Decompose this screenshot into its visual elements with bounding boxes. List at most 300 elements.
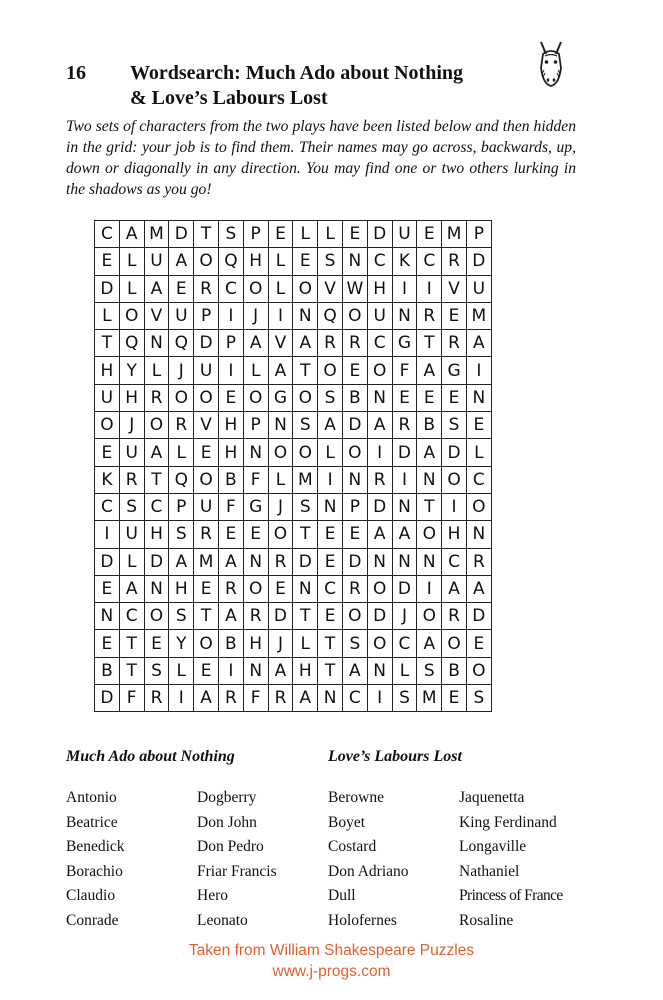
- grid-cell[interactable]: R: [218, 575, 243, 602]
- grid-cell[interactable]: I: [218, 657, 243, 684]
- grid-cell[interactable]: E: [442, 685, 467, 712]
- footer-link[interactable]: www.j-progs.com: [272, 963, 391, 980]
- grid-cell[interactable]: A: [342, 657, 367, 684]
- grid-cell[interactable]: J: [392, 603, 417, 630]
- grid-cell[interactable]: H: [95, 357, 120, 384]
- grid-cell[interactable]: B: [95, 657, 120, 684]
- grid-cell[interactable]: O: [268, 521, 293, 548]
- grid-cell[interactable]: N: [367, 384, 392, 411]
- grid-cell[interactable]: N: [144, 575, 169, 602]
- grid-cell[interactable]: H: [293, 657, 318, 684]
- grid-cell[interactable]: O: [417, 603, 442, 630]
- grid-cell[interactable]: N: [466, 384, 491, 411]
- grid-cell[interactable]: I: [417, 275, 442, 302]
- grid-cell[interactable]: I: [417, 575, 442, 602]
- much-ado-col1: [66, 786, 125, 934]
- grid-cell[interactable]: S: [442, 412, 467, 439]
- grid-cell[interactable]: Y: [119, 357, 144, 384]
- grid-cell[interactable]: L: [392, 657, 417, 684]
- grid-cell[interactable]: N: [466, 521, 491, 548]
- grid-cell[interactable]: E: [392, 384, 417, 411]
- grid-cell[interactable]: D: [169, 221, 194, 248]
- grid-cell[interactable]: D: [367, 603, 392, 630]
- grid-cell[interactable]: K: [95, 466, 120, 493]
- grid-cell[interactable]: U: [194, 493, 219, 520]
- list-item: Don Adriano: [328, 862, 409, 880]
- grid-cell[interactable]: A: [293, 330, 318, 357]
- grid-cell[interactable]: E: [268, 575, 293, 602]
- grid-cell[interactable]: O: [243, 384, 268, 411]
- grid-cell[interactable]: D: [95, 685, 120, 712]
- grid-cell[interactable]: E: [95, 575, 120, 602]
- grid-cell[interactable]: A: [367, 412, 392, 439]
- grid-cell[interactable]: T: [194, 221, 219, 248]
- grid-cell[interactable]: C: [392, 630, 417, 657]
- grid-cell[interactable]: M: [293, 466, 318, 493]
- grid-cell[interactable]: Q: [119, 330, 144, 357]
- grid-cell[interactable]: I: [169, 685, 194, 712]
- grid-cell[interactable]: O: [417, 521, 442, 548]
- grid-cell[interactable]: U: [194, 357, 219, 384]
- grid-cell[interactable]: E: [342, 221, 367, 248]
- grid-cell[interactable]: I: [318, 466, 343, 493]
- grid-cell[interactable]: N: [95, 603, 120, 630]
- grid-cell[interactable]: I: [268, 302, 293, 329]
- grid-cell[interactable]: F: [218, 493, 243, 520]
- grid-cell[interactable]: L: [169, 657, 194, 684]
- grid-cell[interactable]: C: [417, 248, 442, 275]
- grid-cell[interactable]: V: [194, 412, 219, 439]
- grid-cell[interactable]: B: [442, 657, 467, 684]
- grid-cell[interactable]: N: [318, 685, 343, 712]
- grid-cell[interactable]: O: [194, 248, 219, 275]
- grid-cell[interactable]: U: [119, 439, 144, 466]
- grid-cell[interactable]: O: [194, 466, 219, 493]
- grid-cell[interactable]: A: [392, 521, 417, 548]
- grid-cell[interactable]: D: [95, 548, 120, 575]
- grid-cell[interactable]: E: [318, 521, 343, 548]
- grid-cell[interactable]: O: [293, 275, 318, 302]
- grid-cell[interactable]: S: [218, 221, 243, 248]
- grid-cell[interactable]: I: [218, 357, 243, 384]
- page-subtitle: & Love’s Labours Lost: [130, 87, 328, 109]
- grid-cell[interactable]: C: [144, 493, 169, 520]
- grid-cell[interactable]: L: [293, 630, 318, 657]
- grid-cell[interactable]: L: [119, 248, 144, 275]
- grid-cell[interactable]: E: [95, 439, 120, 466]
- grid-cell[interactable]: U: [392, 221, 417, 248]
- grid-cell[interactable]: R: [442, 248, 467, 275]
- grid-cell[interactable]: N: [392, 548, 417, 575]
- grid-cell[interactable]: S: [293, 493, 318, 520]
- grid-cell[interactable]: V: [442, 275, 467, 302]
- grid-cell[interactable]: T: [144, 466, 169, 493]
- grid-cell[interactable]: R: [442, 603, 467, 630]
- grid-cell[interactable]: E: [442, 384, 467, 411]
- grid-cell[interactable]: E: [95, 630, 120, 657]
- grid-cell[interactable]: A: [194, 685, 219, 712]
- grid-cell[interactable]: L: [466, 439, 491, 466]
- grid-cell[interactable]: N: [268, 412, 293, 439]
- grid-cell[interactable]: N: [243, 439, 268, 466]
- grid-cell[interactable]: O: [367, 630, 392, 657]
- grid-cell[interactable]: U: [169, 302, 194, 329]
- grid-cell[interactable]: R: [417, 302, 442, 329]
- grid-cell[interactable]: D: [194, 330, 219, 357]
- grid-cell[interactable]: L: [144, 357, 169, 384]
- grid-cell[interactable]: D: [342, 548, 367, 575]
- grid-cell[interactable]: T: [194, 603, 219, 630]
- grid-cell[interactable]: D: [392, 439, 417, 466]
- grid-cell[interactable]: O: [367, 575, 392, 602]
- grid-cell[interactable]: A: [417, 630, 442, 657]
- grid-cell[interactable]: I: [95, 521, 120, 548]
- grid-cell[interactable]: S: [392, 685, 417, 712]
- grid-cell[interactable]: R: [268, 685, 293, 712]
- grid-cell[interactable]: M: [194, 548, 219, 575]
- grid-cell[interactable]: A: [169, 248, 194, 275]
- list-item: Princess of France: [459, 887, 563, 905]
- list-item: Berowne: [328, 789, 384, 806]
- grid-cell[interactable]: N: [417, 548, 442, 575]
- grid-cell[interactable]: M: [144, 221, 169, 248]
- grid-cell[interactable]: R: [194, 275, 219, 302]
- grid-row: [95, 466, 492, 493]
- grid-cell[interactable]: E: [218, 384, 243, 411]
- grid-cell[interactable]: A: [119, 575, 144, 602]
- grid-cell[interactable]: A: [293, 685, 318, 712]
- grid-cell[interactable]: N: [367, 548, 392, 575]
- grid-cell[interactable]: O: [144, 603, 169, 630]
- grid-cell[interactable]: O: [318, 357, 343, 384]
- grid-cell[interactable]: I: [442, 493, 467, 520]
- grid-cell[interactable]: I: [466, 357, 491, 384]
- grid-cell[interactable]: P: [169, 493, 194, 520]
- grid-cell[interactable]: R: [169, 412, 194, 439]
- grid-cell[interactable]: A: [169, 548, 194, 575]
- grid-cell[interactable]: B: [417, 412, 442, 439]
- grid-cell[interactable]: L: [119, 548, 144, 575]
- grid-cell[interactable]: S: [342, 630, 367, 657]
- grid-cell[interactable]: S: [169, 603, 194, 630]
- grid-cell[interactable]: O: [466, 657, 491, 684]
- grid-cell[interactable]: V: [268, 330, 293, 357]
- grid-cell[interactable]: E: [466, 412, 491, 439]
- grid-cell[interactable]: C: [318, 575, 343, 602]
- grid-cell[interactable]: J: [243, 302, 268, 329]
- grid-cell[interactable]: N: [293, 302, 318, 329]
- grid-cell[interactable]: R: [144, 685, 169, 712]
- grid-cell[interactable]: C: [119, 603, 144, 630]
- list-item: King Ferdinand: [459, 813, 557, 831]
- grid-cell[interactable]: N: [417, 466, 442, 493]
- grid-cell[interactable]: N: [243, 657, 268, 684]
- grid-cell[interactable]: A: [466, 330, 491, 357]
- grid-cell[interactable]: F: [243, 466, 268, 493]
- grid-cell[interactable]: L: [119, 275, 144, 302]
- grid-cell[interactable]: A: [218, 603, 243, 630]
- grid-cell[interactable]: O: [466, 493, 491, 520]
- grid-cell[interactable]: P: [466, 221, 491, 248]
- grid-cell[interactable]: O: [194, 384, 219, 411]
- grid-cell[interactable]: R: [466, 548, 491, 575]
- grid-cell[interactable]: T: [119, 657, 144, 684]
- grid-cell[interactable]: E: [169, 275, 194, 302]
- grid-cell[interactable]: T: [318, 657, 343, 684]
- grid-cell[interactable]: F: [119, 685, 144, 712]
- grid-cell[interactable]: R: [392, 412, 417, 439]
- grid-cell[interactable]: P: [194, 302, 219, 329]
- grid-cell[interactable]: O: [442, 466, 467, 493]
- grid-cell[interactable]: O: [169, 384, 194, 411]
- grid-cell[interactable]: S: [417, 657, 442, 684]
- grid-cell[interactable]: I: [392, 275, 417, 302]
- grid-cell[interactable]: O: [268, 439, 293, 466]
- grid-cell[interactable]: H: [218, 412, 243, 439]
- grid-cell[interactable]: E: [417, 384, 442, 411]
- grid-cell[interactable]: C: [342, 685, 367, 712]
- grid-cell[interactable]: T: [318, 630, 343, 657]
- grid-cell[interactable]: O: [243, 275, 268, 302]
- grid-cell[interactable]: E: [318, 548, 343, 575]
- grid-cell[interactable]: V: [144, 302, 169, 329]
- grid-cell[interactable]: G: [268, 384, 293, 411]
- grid-cell[interactable]: H: [367, 275, 392, 302]
- grid-cell[interactable]: E: [417, 221, 442, 248]
- grid-cell[interactable]: T: [293, 603, 318, 630]
- grid-cell[interactable]: Q: [318, 302, 343, 329]
- grid-cell[interactable]: A: [243, 330, 268, 357]
- grid-cell[interactable]: L: [243, 357, 268, 384]
- grid-cell[interactable]: N: [243, 548, 268, 575]
- grid-cell[interactable]: E: [144, 630, 169, 657]
- grid-cell[interactable]: A: [318, 412, 343, 439]
- grid-cell[interactable]: D: [442, 439, 467, 466]
- grid-cell[interactable]: K: [392, 248, 417, 275]
- grid-cell[interactable]: C: [367, 248, 392, 275]
- grid-cell[interactable]: J: [169, 357, 194, 384]
- grid-cell[interactable]: B: [218, 630, 243, 657]
- grid-cell[interactable]: R: [342, 575, 367, 602]
- grid-cell[interactable]: U: [95, 384, 120, 411]
- grid-cell[interactable]: U: [119, 521, 144, 548]
- grid-cell[interactable]: O: [342, 439, 367, 466]
- grid-cell[interactable]: E: [243, 521, 268, 548]
- grid-cell[interactable]: L: [169, 439, 194, 466]
- grid-cell[interactable]: I: [392, 466, 417, 493]
- grid-cell[interactable]: A: [466, 575, 491, 602]
- grid-cell[interactable]: N: [367, 657, 392, 684]
- grid-cell[interactable]: R: [367, 466, 392, 493]
- grid-cell[interactable]: O: [144, 412, 169, 439]
- grid-cell[interactable]: D: [466, 248, 491, 275]
- grid-cell[interactable]: D: [367, 221, 392, 248]
- grid-cell[interactable]: N: [318, 493, 343, 520]
- grid-cell[interactable]: T: [95, 330, 120, 357]
- grid-cell[interactable]: S: [169, 521, 194, 548]
- grid-cell[interactable]: A: [144, 439, 169, 466]
- grid-cell[interactable]: N: [392, 493, 417, 520]
- grid-cell[interactable]: C: [367, 330, 392, 357]
- list-item: Don Pedro: [197, 838, 264, 856]
- grid-cell[interactable]: E: [293, 248, 318, 275]
- grid-cell[interactable]: L: [318, 221, 343, 248]
- grid-cell[interactable]: C: [95, 493, 120, 520]
- grid-cell[interactable]: M: [466, 302, 491, 329]
- grid-cell[interactable]: P: [243, 412, 268, 439]
- grid-cell[interactable]: S: [466, 685, 491, 712]
- grid-cell[interactable]: G: [243, 493, 268, 520]
- grid-cell[interactable]: R: [268, 548, 293, 575]
- grid-cell[interactable]: N: [342, 466, 367, 493]
- grid-cell[interactable]: O: [243, 575, 268, 602]
- grid-cell[interactable]: M: [442, 221, 467, 248]
- grid-cell[interactable]: Q: [169, 466, 194, 493]
- grid-cell[interactable]: L: [268, 248, 293, 275]
- grid-cell[interactable]: D: [144, 548, 169, 575]
- grid-cell[interactable]: O: [367, 357, 392, 384]
- grid-cell[interactable]: O: [342, 302, 367, 329]
- grid-cell[interactable]: T: [417, 330, 442, 357]
- grid-cell[interactable]: L: [95, 302, 120, 329]
- grid-cell[interactable]: L: [293, 221, 318, 248]
- grid-cell[interactable]: H: [144, 521, 169, 548]
- grid-cell[interactable]: B: [342, 384, 367, 411]
- grid-cell[interactable]: B: [218, 466, 243, 493]
- grid-cell[interactable]: R: [442, 330, 467, 357]
- grid-cell[interactable]: L: [268, 275, 293, 302]
- grid-cell[interactable]: T: [417, 493, 442, 520]
- grid-cell[interactable]: O: [342, 603, 367, 630]
- grid-cell[interactable]: N: [342, 248, 367, 275]
- grid-cell[interactable]: H: [218, 439, 243, 466]
- grid-cell[interactable]: A: [367, 521, 392, 548]
- grid-cell[interactable]: E: [268, 221, 293, 248]
- grid-cell[interactable]: J: [268, 630, 293, 657]
- grid-cell[interactable]: R: [342, 330, 367, 357]
- grid-cell[interactable]: N: [293, 575, 318, 602]
- grid-cell[interactable]: R: [318, 330, 343, 357]
- grid-cell[interactable]: R: [218, 685, 243, 712]
- grid-cell[interactable]: R: [243, 603, 268, 630]
- grid-cell[interactable]: O: [293, 439, 318, 466]
- grid-cell[interactable]: U: [144, 248, 169, 275]
- grid-cell[interactable]: Q: [169, 330, 194, 357]
- grid-cell[interactable]: N: [392, 302, 417, 329]
- grid-cell[interactable]: E: [342, 521, 367, 548]
- grid-cell[interactable]: R: [194, 521, 219, 548]
- grid-cell[interactable]: Q: [218, 248, 243, 275]
- grid-cell[interactable]: S: [318, 384, 343, 411]
- grid-cell[interactable]: J: [268, 493, 293, 520]
- grid-cell[interactable]: O: [293, 384, 318, 411]
- grid-cell[interactable]: O: [194, 630, 219, 657]
- grid-cell[interactable]: F: [243, 685, 268, 712]
- grid-cell[interactable]: A: [218, 548, 243, 575]
- grid-cell[interactable]: L: [268, 466, 293, 493]
- grid-cell[interactable]: T: [119, 630, 144, 657]
- grid-cell[interactable]: U: [367, 302, 392, 329]
- grid-cell[interactable]: H: [119, 384, 144, 411]
- grid-cell[interactable]: O: [119, 302, 144, 329]
- grid-cell[interactable]: H: [243, 630, 268, 657]
- grid-cell[interactable]: A: [442, 575, 467, 602]
- grid-cell[interactable]: Y: [169, 630, 194, 657]
- grid-cell[interactable]: E: [466, 630, 491, 657]
- grid-cell[interactable]: H: [243, 248, 268, 275]
- grid-cell[interactable]: P: [218, 330, 243, 357]
- grid-cell[interactable]: E: [218, 521, 243, 548]
- grid-cell[interactable]: A: [417, 357, 442, 384]
- grid-cell[interactable]: I: [218, 302, 243, 329]
- grid-cell[interactable]: U: [466, 275, 491, 302]
- grid-cell[interactable]: D: [392, 575, 417, 602]
- grid-cell[interactable]: G: [442, 357, 467, 384]
- grid-cell[interactable]: A: [144, 275, 169, 302]
- grid-row: [95, 439, 492, 466]
- grid-cell[interactable]: I: [367, 685, 392, 712]
- grid-cell[interactable]: M: [417, 685, 442, 712]
- grid-cell[interactable]: A: [268, 657, 293, 684]
- grid-cell[interactable]: N: [144, 330, 169, 357]
- list-item: Longaville: [459, 838, 527, 856]
- grid-row: [95, 384, 492, 411]
- grid-cell[interactable]: C: [442, 548, 467, 575]
- grid-cell[interactable]: A: [417, 439, 442, 466]
- grid-cell[interactable]: H: [169, 575, 194, 602]
- grid-cell[interactable]: C: [218, 275, 243, 302]
- grid-cell[interactable]: E: [318, 603, 343, 630]
- grid-cell[interactable]: D: [367, 493, 392, 520]
- grid-cell[interactable]: E: [194, 657, 219, 684]
- grid-cell[interactable]: F: [392, 357, 417, 384]
- grid-cell[interactable]: H: [442, 521, 467, 548]
- grid-cell[interactable]: L: [318, 439, 343, 466]
- grid-cell[interactable]: A: [268, 357, 293, 384]
- grid-cell[interactable]: D: [268, 603, 293, 630]
- grid-cell[interactable]: R: [119, 466, 144, 493]
- grid-cell[interactable]: P: [243, 221, 268, 248]
- grid-cell[interactable]: S: [119, 493, 144, 520]
- grid-cell[interactable]: R: [144, 384, 169, 411]
- grid-cell[interactable]: C: [95, 221, 120, 248]
- grid-cell[interactable]: D: [95, 275, 120, 302]
- grid-cell[interactable]: P: [342, 493, 367, 520]
- grid-cell[interactable]: G: [392, 330, 417, 357]
- grid-cell[interactable]: S: [293, 412, 318, 439]
- grid-cell[interactable]: C: [466, 466, 491, 493]
- grid-cell[interactable]: E: [342, 357, 367, 384]
- grid-cell[interactable]: S: [144, 657, 169, 684]
- grid-cell[interactable]: J: [119, 412, 144, 439]
- grid-cell[interactable]: E: [194, 439, 219, 466]
- grid-cell[interactable]: D: [466, 603, 491, 630]
- grid-cell[interactable]: E: [95, 248, 120, 275]
- grid-cell[interactable]: E: [194, 575, 219, 602]
- grid-cell[interactable]: T: [293, 521, 318, 548]
- grid-cell[interactable]: O: [442, 630, 467, 657]
- grid-cell[interactable]: V: [318, 275, 343, 302]
- grid-cell[interactable]: T: [293, 357, 318, 384]
- grid-cell[interactable]: D: [293, 548, 318, 575]
- grid-cell[interactable]: A: [119, 221, 144, 248]
- grid-cell[interactable]: S: [318, 248, 343, 275]
- grid-cell[interactable]: O: [95, 412, 120, 439]
- grid-cell[interactable]: I: [367, 439, 392, 466]
- grid-cell[interactable]: W: [342, 275, 367, 302]
- grid-cell[interactable]: D: [342, 412, 367, 439]
- grid-cell[interactable]: E: [442, 302, 467, 329]
